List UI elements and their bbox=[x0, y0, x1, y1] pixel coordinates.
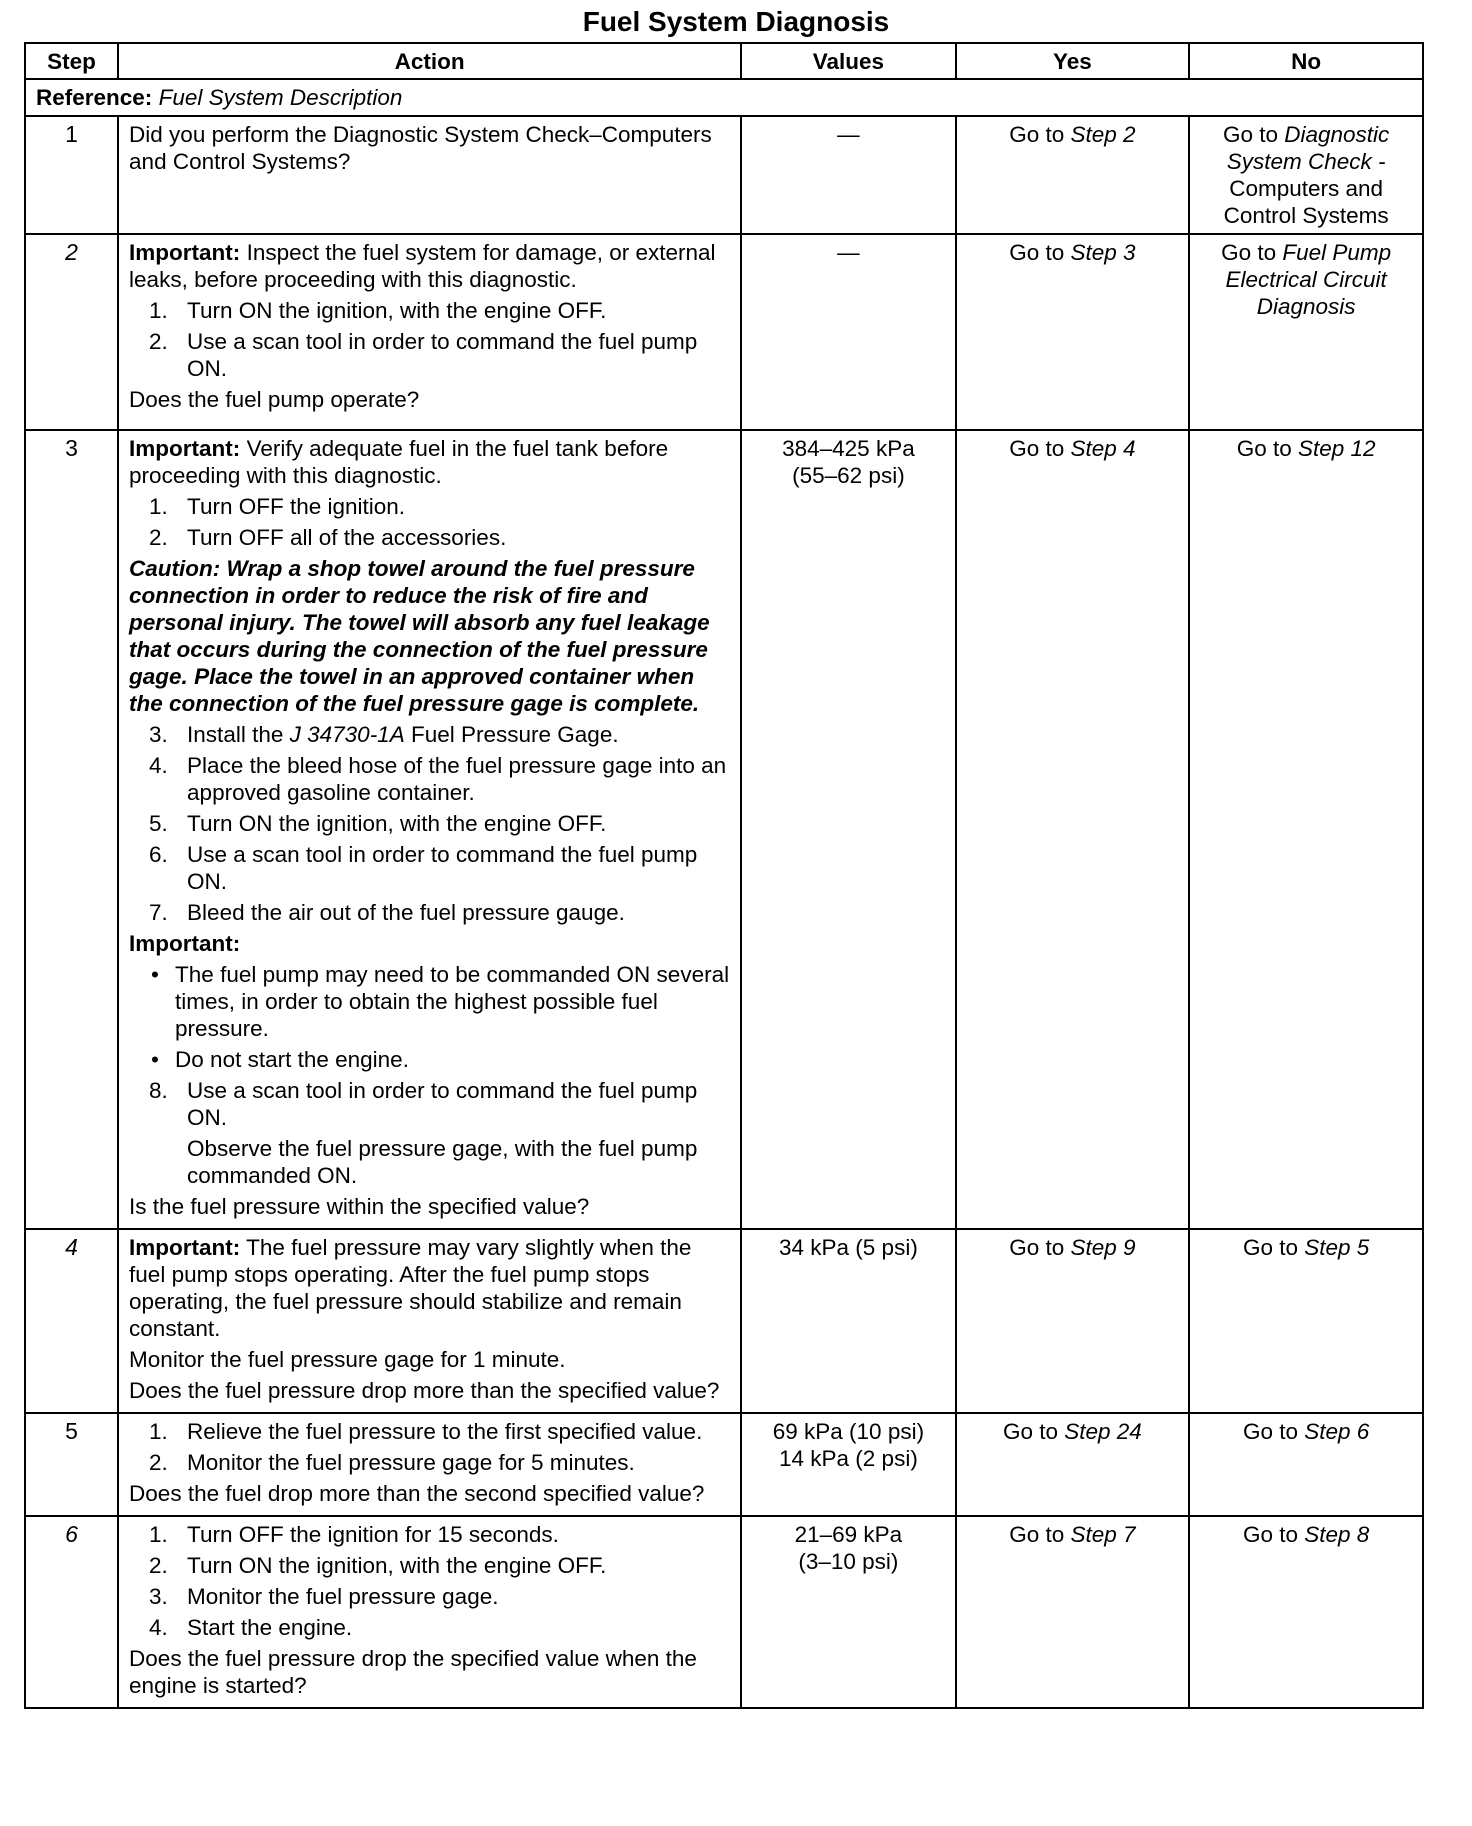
yes-step-link: Step 7 bbox=[1070, 1522, 1136, 1547]
bullet-text: The fuel pump may need to be commanded ON several times, in order to obtain the highest possible fuel pressure. bbox=[175, 962, 730, 1041]
yes-step-link: Step 9 bbox=[1070, 1235, 1136, 1260]
item-number: 5. bbox=[149, 811, 168, 836]
list-item bbox=[129, 524, 730, 551]
important-text: Verify adequate fuel in the fuel tank before proceeding with this diagnostic. bbox=[129, 436, 669, 488]
list-item bbox=[129, 841, 730, 895]
header-action: Action bbox=[118, 43, 741, 79]
list-item bbox=[129, 1583, 730, 1610]
important-label: Important: bbox=[129, 1235, 241, 1260]
item-number: 1. bbox=[149, 1522, 168, 1547]
question-text: Does the fuel pressure drop the specified value when the engine is started? bbox=[129, 1646, 697, 1698]
item-text: Place the bleed hose of the fuel pressure gage into an approved gasoline container. bbox=[187, 753, 727, 805]
yes-cell bbox=[956, 1229, 1190, 1413]
item-number: 6. bbox=[149, 842, 168, 867]
no-cell bbox=[1189, 116, 1423, 234]
item-text: Use a scan tool in order to command the fuel pump ON. bbox=[187, 1078, 698, 1130]
item-number: 1. bbox=[149, 1419, 168, 1444]
item-number: 2. bbox=[149, 329, 168, 354]
important-label: Important: bbox=[129, 240, 241, 265]
no-cell bbox=[1189, 430, 1423, 1229]
values-cell: 34 kPa (5 psi) bbox=[741, 1229, 955, 1413]
item-number: 4. bbox=[149, 1615, 168, 1640]
list-item bbox=[129, 297, 730, 324]
no-cell bbox=[1189, 234, 1423, 430]
item-text: Use a scan tool in order to command the fuel pump ON. bbox=[187, 842, 698, 894]
reference-row bbox=[25, 79, 1423, 116]
item-text: Use a scan tool in order to command the fuel pump ON. bbox=[187, 329, 698, 381]
item-number: 3. bbox=[149, 1584, 168, 1609]
table-row bbox=[25, 234, 1423, 430]
item-text: Turn ON the ignition, with the engine OFF. bbox=[187, 298, 607, 323]
item-text-pre: Install the bbox=[187, 722, 284, 747]
yes-cell bbox=[956, 1413, 1190, 1516]
action-cell bbox=[118, 430, 741, 1229]
go-to-label: Go to bbox=[1242, 1235, 1298, 1260]
step-number: 4 bbox=[25, 1229, 118, 1413]
no-cell bbox=[1189, 1413, 1423, 1516]
go-to-label: Go to bbox=[1009, 122, 1065, 147]
list-item bbox=[129, 721, 730, 748]
table-row bbox=[25, 1516, 1423, 1708]
item-number: 2. bbox=[149, 525, 168, 550]
no-procedure-rest: Computers and Control Systems bbox=[1223, 176, 1389, 228]
action-cell bbox=[118, 1516, 741, 1708]
important-note bbox=[129, 239, 730, 293]
bullet-item bbox=[129, 1046, 730, 1073]
value-line: 14 kPa (2 psi) bbox=[779, 1446, 918, 1471]
go-to-label: Go to bbox=[1221, 240, 1277, 265]
item-text: Monitor the fuel pressure gage for 5 minutes. bbox=[187, 1450, 635, 1475]
list-item bbox=[129, 1418, 730, 1445]
yes-cell bbox=[956, 234, 1190, 430]
table-row bbox=[25, 116, 1423, 234]
important-text: The fuel pressure may vary slightly when the fuel pump stops operating. After the fuel pump stops operating, the fuel pressure should stabilize and remain constant. bbox=[129, 1235, 692, 1341]
no-step-link: Step 8 bbox=[1304, 1522, 1370, 1547]
go-to-label: Go to bbox=[1242, 1419, 1298, 1444]
list-item bbox=[129, 899, 730, 926]
table-header-row bbox=[25, 43, 1423, 79]
values-cell bbox=[741, 430, 955, 1229]
yes-cell bbox=[956, 430, 1190, 1229]
header-no: No bbox=[1189, 43, 1423, 79]
item-text: Monitor the fuel pressure gage. bbox=[187, 1584, 499, 1609]
item-number: 3. bbox=[149, 722, 168, 747]
table-row bbox=[25, 1413, 1423, 1516]
bullet-icon: • bbox=[151, 962, 159, 987]
yes-step-link: Step 24 bbox=[1064, 1419, 1142, 1444]
step-number: 1 bbox=[25, 116, 118, 234]
go-to-label: Go to bbox=[1236, 436, 1292, 461]
item-text: Bleed the air out of the fuel pressure gauge. bbox=[187, 900, 625, 925]
diagnosis-table bbox=[24, 42, 1424, 1709]
bullet-text: Do not start the engine. bbox=[175, 1047, 409, 1072]
step-number: 6 bbox=[25, 1516, 118, 1708]
go-to-label: Go to bbox=[1009, 436, 1065, 461]
list-item bbox=[129, 1449, 730, 1476]
item-text: Start the engine. bbox=[187, 1615, 353, 1640]
values-cell: — bbox=[741, 116, 955, 234]
action-text: Did you perform the Diagnostic System Check–Computers and Control Systems? bbox=[129, 122, 712, 174]
go-to-label: Go to bbox=[1009, 240, 1065, 265]
values-cell: — bbox=[741, 234, 955, 430]
value-line: 69 kPa (10 psi) bbox=[772, 1419, 925, 1444]
list-item bbox=[129, 1521, 730, 1548]
list-item bbox=[129, 810, 730, 837]
action-cell bbox=[118, 116, 741, 234]
list-item bbox=[129, 493, 730, 520]
bullet-item bbox=[129, 961, 730, 1042]
item-text: Turn ON the ignition, with the engine OFF. bbox=[187, 811, 607, 836]
header-step: Step bbox=[25, 43, 118, 79]
no-cell bbox=[1189, 1229, 1423, 1413]
list-item bbox=[129, 1614, 730, 1641]
item-number: 8. bbox=[149, 1078, 168, 1103]
important-note bbox=[129, 1234, 730, 1342]
bullet-icon: • bbox=[151, 1047, 159, 1072]
item-number: 1. bbox=[149, 298, 168, 323]
value-line: (3–10 psi) bbox=[798, 1549, 899, 1574]
item-number: 2. bbox=[149, 1450, 168, 1475]
yes-cell bbox=[956, 116, 1190, 234]
monitor-text: Monitor the fuel pressure gage for 1 minute. bbox=[129, 1347, 566, 1372]
item-text: Turn OFF the ignition. bbox=[187, 494, 406, 519]
go-to-label: Go to bbox=[1242, 1522, 1298, 1547]
item-text-post: Fuel Pressure Gage. bbox=[410, 722, 619, 747]
go-to-label: Go to bbox=[1222, 122, 1278, 147]
no-step-link: Step 5 bbox=[1304, 1235, 1370, 1260]
step-number: 3 bbox=[25, 430, 118, 1229]
caution-note: Caution: Wrap a shop towel around the fuel pressure connection in order to reduce the risk of fire and personal injury. The towel will absorb any fuel leakage that occurs during the connection of the fuel pressure gage. Place the towel in an approved container when the connection of the fuel pressure gage is complete. bbox=[129, 556, 710, 716]
question-text: Does the fuel pressure drop more than the specified value? bbox=[129, 1378, 720, 1403]
values-cell bbox=[741, 1516, 955, 1708]
important-label: Important: bbox=[129, 436, 241, 461]
reference-label: Reference: bbox=[36, 85, 153, 110]
item-number: 4. bbox=[149, 753, 168, 778]
step-number: 5 bbox=[25, 1413, 118, 1516]
item-number: 7. bbox=[149, 900, 168, 925]
list-item bbox=[129, 1077, 730, 1131]
important-label: Important: bbox=[129, 931, 241, 956]
yes-step-link: Step 2 bbox=[1070, 122, 1136, 147]
question-text: Does the fuel pump operate? bbox=[129, 387, 420, 412]
no-procedure-link: Fuel Pump Electrical Circuit Diagnosis bbox=[1225, 240, 1392, 319]
table-row bbox=[25, 430, 1423, 1229]
tool-number: J 34730-1A bbox=[289, 722, 405, 747]
no-step-link: Step 6 bbox=[1304, 1419, 1370, 1444]
item-number: 1. bbox=[149, 494, 168, 519]
important-note bbox=[129, 435, 730, 489]
reference-cell bbox=[25, 79, 1423, 116]
action-cell bbox=[118, 234, 741, 430]
yes-step-link: Step 4 bbox=[1070, 436, 1136, 461]
no-cell bbox=[1189, 1516, 1423, 1708]
value-line: (55–62 psi) bbox=[792, 463, 905, 488]
question-text: Does the fuel drop more than the second specified value? bbox=[129, 1481, 705, 1506]
value-line: 384–425 kPa bbox=[782, 436, 915, 461]
item-text: Turn OFF the ignition for 15 seconds. bbox=[187, 1522, 559, 1547]
list-item bbox=[129, 328, 730, 382]
list-item bbox=[129, 1552, 730, 1579]
important-text: Inspect the fuel system for damage, or external leaks, before proceeding with this diagnostic. bbox=[129, 240, 716, 292]
action-cell bbox=[118, 1413, 741, 1516]
table-row bbox=[25, 1229, 1423, 1413]
header-values: Values bbox=[741, 43, 955, 79]
item-number: 2. bbox=[149, 1553, 168, 1578]
list-item bbox=[129, 752, 730, 806]
observe-text: Observe the fuel pressure gage, with the fuel pump commanded ON. bbox=[187, 1136, 698, 1188]
action-cell bbox=[118, 1229, 741, 1413]
document-title: Fuel System Diagnosis bbox=[582, 6, 890, 37]
question-text: Is the fuel pressure within the specified value? bbox=[129, 1194, 590, 1219]
value-line: 21–69 kPa bbox=[794, 1522, 903, 1547]
yes-cell bbox=[956, 1516, 1190, 1708]
yes-step-link: Step 3 bbox=[1070, 240, 1136, 265]
go-to-label: Go to bbox=[1009, 1235, 1065, 1260]
go-to-label: Go to bbox=[1009, 1522, 1065, 1547]
item-text: Turn OFF all of the accessories. bbox=[187, 525, 507, 550]
no-procedure-link: Diagnostic System Check - bbox=[1226, 122, 1390, 174]
header-yes: Yes bbox=[956, 43, 1190, 79]
item-text bbox=[187, 721, 730, 748]
item-text: Turn ON the ignition, with the engine OFF. bbox=[187, 1553, 607, 1578]
no-step-link: Step 12 bbox=[1297, 436, 1376, 461]
item-text: Relieve the fuel pressure to the first specified value. bbox=[187, 1419, 703, 1444]
reference-link: Fuel System Description bbox=[158, 85, 403, 110]
step-number: 2 bbox=[25, 234, 118, 430]
values-cell bbox=[741, 1413, 955, 1516]
go-to-label: Go to bbox=[1002, 1419, 1058, 1444]
